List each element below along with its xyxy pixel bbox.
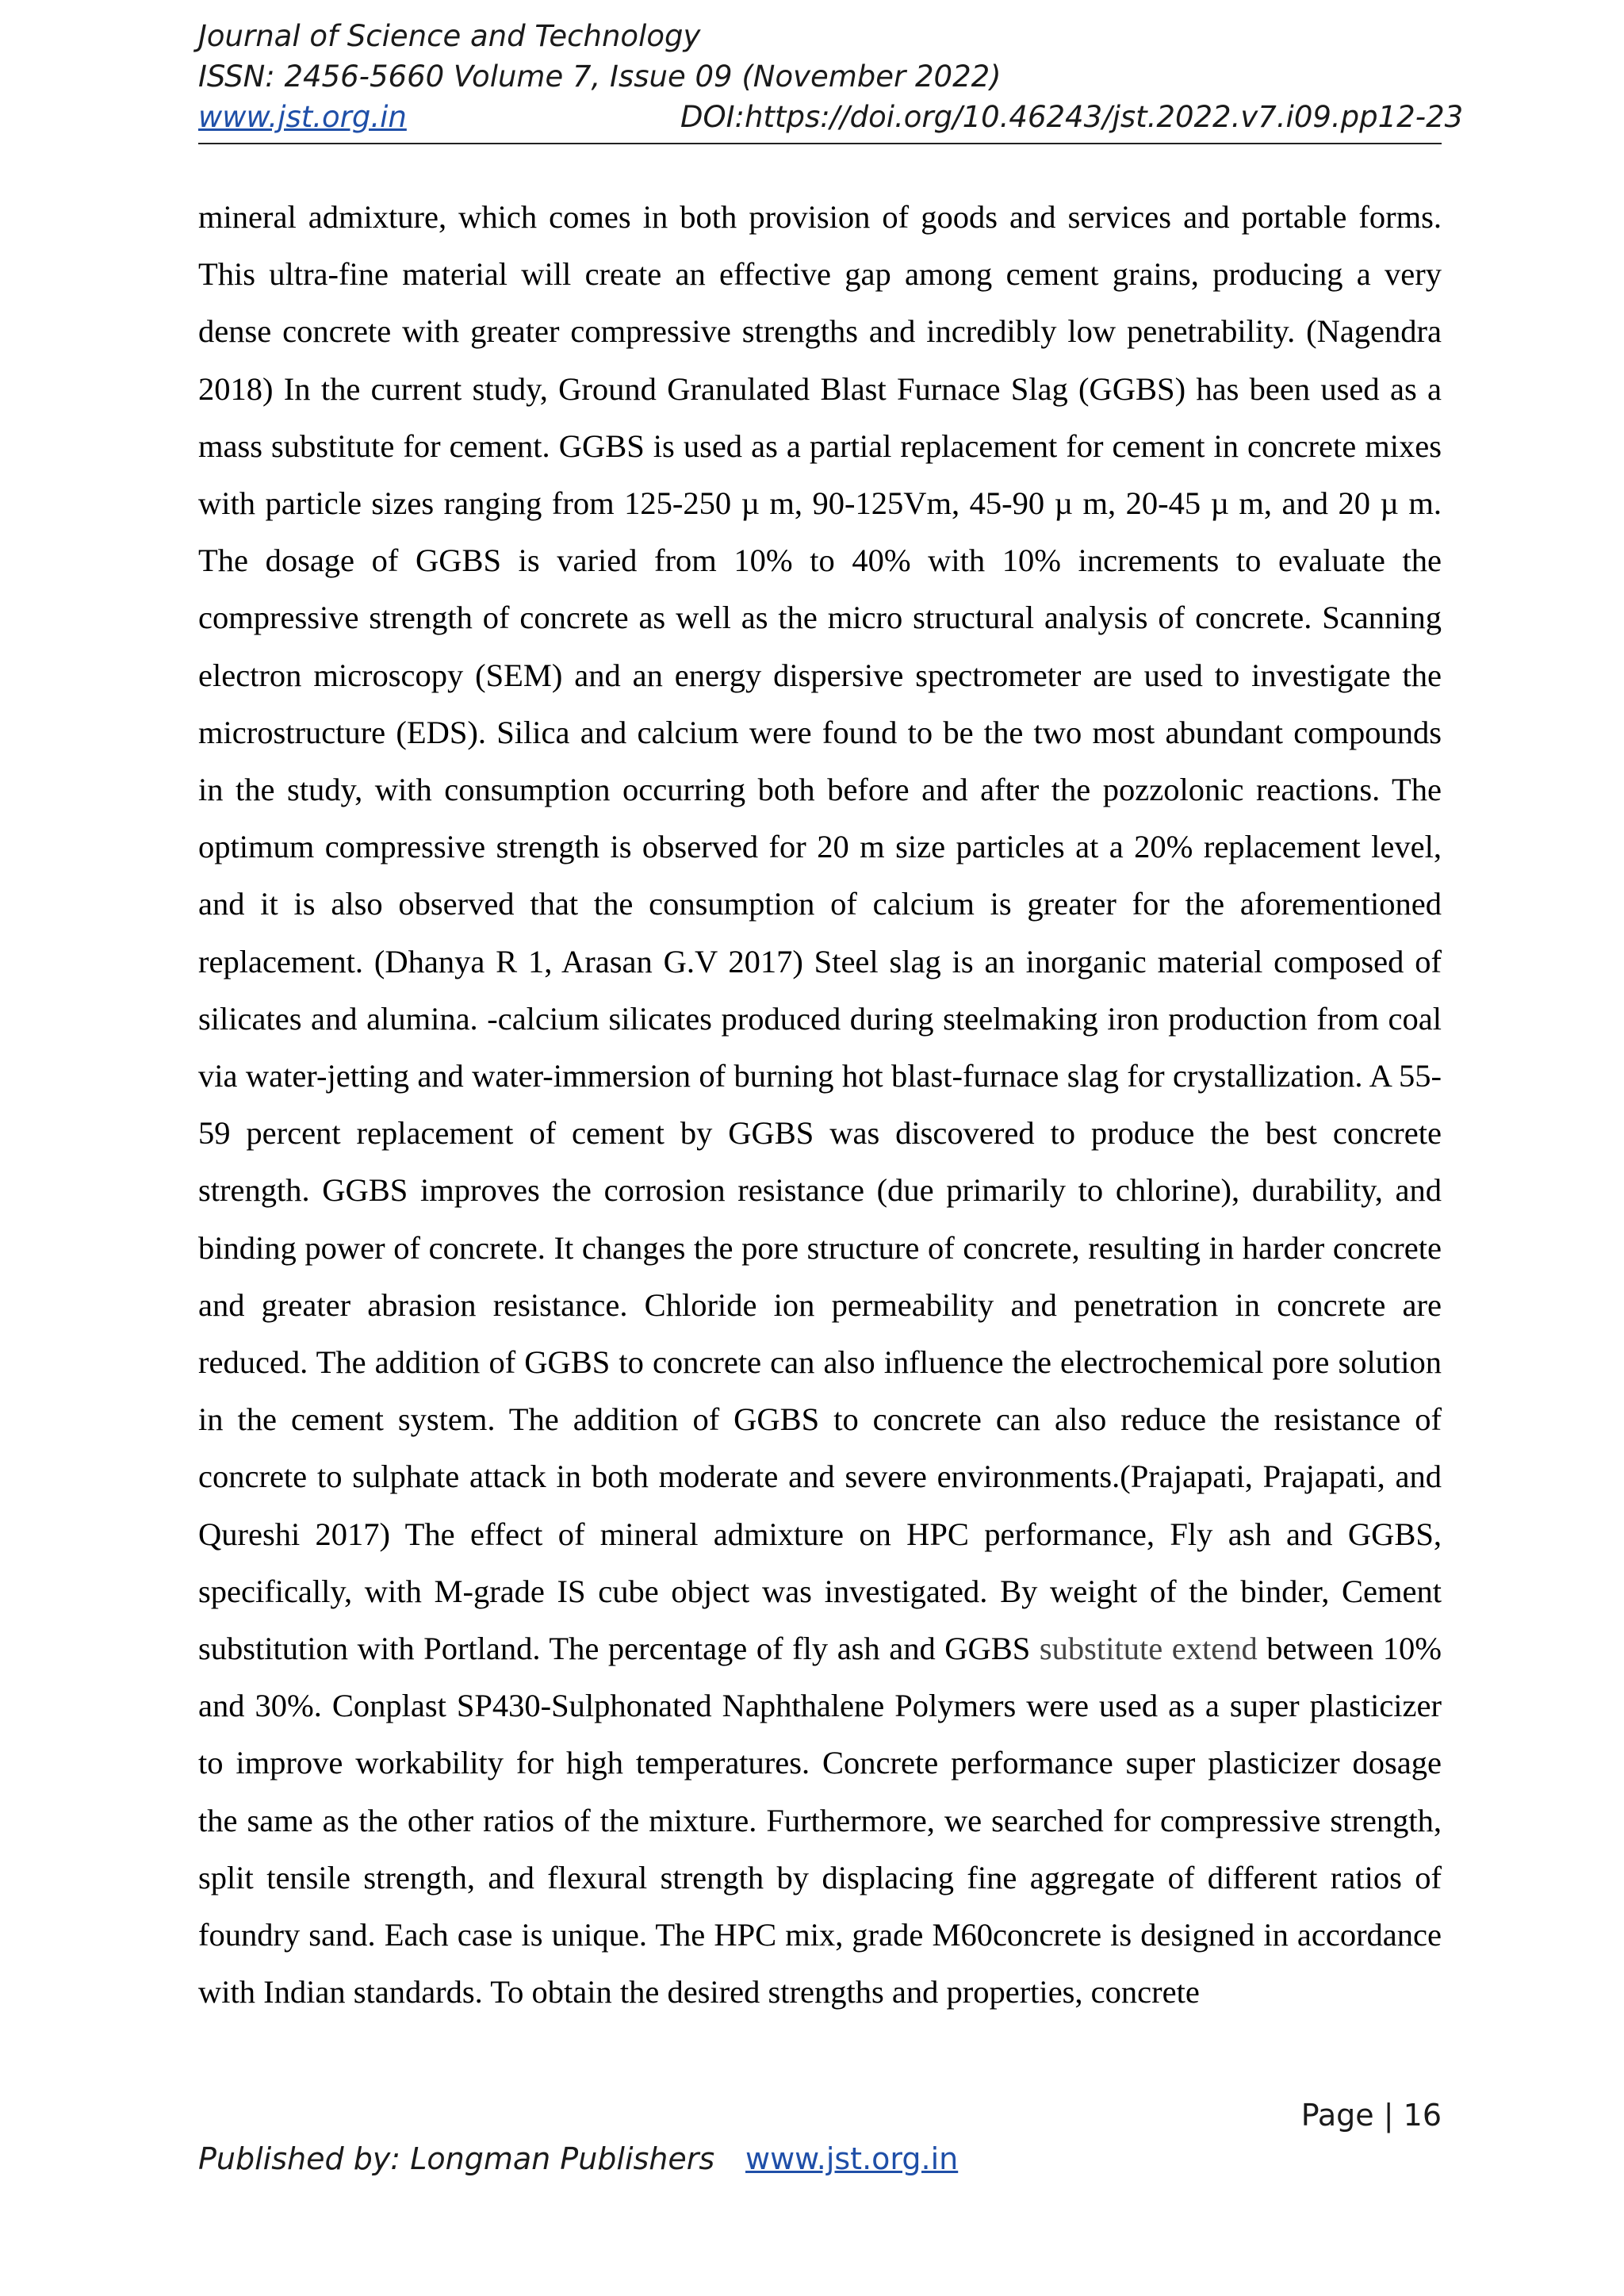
doi-text: DOI:https://doi.org/10.46243/jst.2022.v7.i09.pp12-23: [680, 100, 1464, 134]
body-text-segment-3: between 10% and 30%. Conplast SP430-Sulphonated Naphthalene Polymers were used as a super plasticizer to improve workability for high temperatures. Concrete performance super plasticizer dosage the same as the other ratios of the mixture. Furthermore, we searched for compressive strength, split tensile strength, and flexural strength by displacing fine aggregate of different ratios of foundry sand. Each case is unique. The HPC mix, grade M60concrete is designed in accordance with Indian standards. To obtain the desired strengths and properties, concrete: [198, 1631, 1442, 2010]
body-text-segment-2: substitute extend: [1039, 1631, 1258, 1667]
publisher-credit: Published by: Longman Publishers: [198, 2141, 715, 2176]
article-body-paragraph: [198, 189, 1442, 2022]
page-footer: [198, 2141, 959, 2176]
page-number: Page | 16: [1300, 2098, 1442, 2133]
issn-volume-issue: ISSN: 2456-5660 Volume 7, Issue 09 (November 2022): [198, 59, 1002, 94]
journal-title: Journal of Science and Technology: [198, 19, 701, 53]
header-link-row: [198, 97, 1464, 137]
running-header: [198, 16, 1464, 137]
header-divider: [198, 143, 1442, 144]
header-website-link[interactable]: www.jst.org.in: [198, 100, 407, 134]
body-text-segment-1: mineral admixture, which comes in both provision of goods and services and portable forms. This ultra-fine material will create an effective gap among cement grains, producing a very dense concrete with greater compressive strengths and incredibly low penetrability. (Nagendra 2018) In the current study, Ground Granulated Blast Furnace Slag (GGBS) has been used as a mass substitute for cement. GGBS is used as a partial replacement for cement in concrete mixes with particle sizes ranging from 125-250 µ m, 90-125Vm, 45-90 µ m, 20-45 µ m, and 20 µ m. The dosage of GGBS is varied from 10% to 40% with 10% increments to evaluate the compressive strength of concrete as well as the micro structural analysis of concrete. Scanning electron microscopy (SEM) and an energy dispersive spectrometer are used to investigate the microstructure (EDS). Silica and calcium were found to be the two most abundant compounds in the study, with consumption occurring both before and after the pozzolonic reactions. The optimum compressive strength is observed for 20 m size particles at a 20% replacement level, and it is also observed that the consumption of calcium is greater for the aforementioned replacement. (Dhanya R 1, Arasan G.V 2017) Steel slag is an inorganic material composed of silicates and alumina. -calcium silicates produced during steelmaking iron production from coal via water-jetting and water-immersion of burning hot blast-furnace slag for crystallization. A 55-59 percent replacement of cement by GGBS was discovered to produce the best concrete strength. GGBS improves the corrosion resistance (due primarily to chlorine), durability, and binding power of concrete. It changes the pore structure of concrete, resulting in harder concrete and greater abrasion resistance. Chloride ion permeability and penetration in concrete are reduced. The addition of GGBS to concrete can also influence the electrochemical pore solution in the cement system. The addition of GGBS to concrete can also reduce the resistance of concrete to sulphate attack in both moderate and severe environments.(Prajapati, Prajapati, and Qureshi 2017) The effect of mineral admixture on HPC performance, Fly ash and GGBS, specifically, with M-grade IS cube object was investigated. By weight of the binder, Cement substitution with Portland. The percentage of fly ash and GGBS: [198, 199, 1442, 1667]
footer-website-link[interactable]: www.jst.org.in: [745, 2141, 959, 2176]
